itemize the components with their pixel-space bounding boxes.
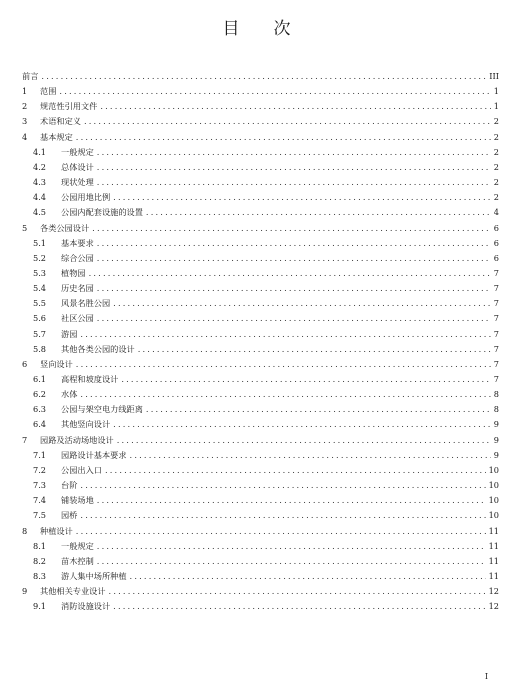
toc-entry-page: 11 xyxy=(488,525,499,536)
toc-entry-label: 铺装场地 xyxy=(61,495,94,506)
toc-entry[interactable] xyxy=(33,266,499,280)
toc-entry-page: 10 xyxy=(488,480,499,491)
toc-entry-label: 前言 xyxy=(22,71,39,81)
toc-entry[interactable] xyxy=(33,554,499,568)
toc-entry-number: 9 xyxy=(22,586,28,597)
toc-entry[interactable] xyxy=(33,387,499,401)
toc-leader-dots xyxy=(100,99,490,113)
toc-leader-dots xyxy=(76,357,491,371)
toc-entry-number: 6 xyxy=(22,358,28,369)
toc-entry-number: 5.5 xyxy=(33,298,47,309)
toc-entry[interactable] xyxy=(33,190,499,204)
toc-entry-page: 2 xyxy=(493,192,499,203)
toc-entry-page: 11 xyxy=(488,570,499,581)
toc-entry-page: 2 xyxy=(493,116,499,127)
toc-entry[interactable] xyxy=(33,205,499,219)
toc-leader-dots xyxy=(97,493,486,507)
toc-entry-label: 园桥 xyxy=(61,510,78,521)
toc-entry-page: 1 xyxy=(493,101,499,112)
toc-entry-label: 公园内配套设施的设置 xyxy=(61,207,143,218)
toc-leader-dots xyxy=(97,539,486,553)
toc-leader-dots xyxy=(97,281,491,295)
toc-entry[interactable] xyxy=(33,417,499,431)
toc-entry[interactable] xyxy=(22,524,499,538)
toc-entry[interactable] xyxy=(22,584,499,598)
toc-entry-label: 消防设施设计 xyxy=(61,601,111,612)
toc-entry[interactable] xyxy=(33,508,499,522)
toc-entry-page: 2 xyxy=(493,131,499,142)
toc-entry-label: 公园用地比例 xyxy=(61,192,111,203)
toc-entry-page: 9 xyxy=(493,419,499,430)
toc-entry-label: 术语和定义 xyxy=(40,116,81,127)
toc-entry[interactable] xyxy=(33,569,499,583)
toc-entry-page: 1 xyxy=(493,86,499,97)
toc-entry-number: 4.3 xyxy=(33,177,47,188)
toc-entry-page: 6 xyxy=(493,237,499,248)
toc-entry-page: 9 xyxy=(493,449,499,460)
toc-entry[interactable] xyxy=(22,433,499,447)
toc-entry-number: 4.5 xyxy=(33,207,47,218)
toc-entry-number: 6.1 xyxy=(33,374,47,384)
toc-entry-number: 3 xyxy=(22,116,28,127)
toc-entry-number: 5 xyxy=(22,222,28,233)
toc-entry[interactable] xyxy=(33,539,499,553)
toc-leader-dots xyxy=(146,205,491,219)
toc-leader-dots xyxy=(97,145,491,159)
toc-entry-page: 8 xyxy=(493,389,499,400)
toc-entry-label: 社区公园 xyxy=(61,313,94,324)
toc-entry[interactable] xyxy=(22,84,499,98)
toc-entry-number: 5.8 xyxy=(33,343,47,354)
toc-entry[interactable] xyxy=(33,599,499,613)
toc-entry[interactable] xyxy=(22,99,499,113)
toc-entry-number: 5.6 xyxy=(33,313,47,324)
toc-entry-number: 8.3 xyxy=(33,570,47,581)
toc-entry-label: 范围 xyxy=(40,86,57,97)
toc-entry-label: 竖向设计 xyxy=(40,358,73,369)
toc-entry[interactable] xyxy=(22,130,499,144)
toc-entry-label: 游人集中场所种植 xyxy=(61,570,127,581)
toc-leader-dots xyxy=(89,266,491,280)
toc-entry[interactable] xyxy=(33,175,499,189)
toc-entry-page: 6 xyxy=(493,222,499,233)
toc-entry[interactable] xyxy=(33,448,499,462)
toc-leader-dots xyxy=(97,236,491,250)
toc-entry-label: 其他竖向设计 xyxy=(61,419,111,430)
toc-entry-label: 各类公园设计 xyxy=(40,222,90,233)
toc-leader-dots xyxy=(76,130,491,144)
toc-entry-page: 9 xyxy=(493,434,499,445)
toc-entry-label: 游园 xyxy=(61,328,78,339)
toc-entry-label: 公园与架空电力线距离 xyxy=(61,404,143,415)
toc-entry-label: 高程和坡度设计 xyxy=(61,374,119,384)
toc-entry[interactable] xyxy=(33,251,499,265)
toc-entry-number: 7.2 xyxy=(33,464,47,475)
toc-leader-dots xyxy=(80,327,490,341)
toc-entry[interactable] xyxy=(33,236,499,250)
toc-entry-page: 2 xyxy=(493,146,499,157)
toc-entry-label: 其他各类公园的设计 xyxy=(61,343,135,354)
toc-entry-number: 5.4 xyxy=(33,283,47,294)
toc-entry-label: 园路及活动场地设计 xyxy=(40,434,114,445)
toc-entry-page: 7 xyxy=(493,343,499,354)
toc-entry[interactable] xyxy=(22,69,499,83)
toc-leader-dots xyxy=(59,84,490,98)
toc-entry-number: 6.2 xyxy=(33,389,47,400)
toc-entry-number: 4.2 xyxy=(33,161,47,172)
toc-entry-number: 9.1 xyxy=(33,601,47,612)
toc-entry-number: 8 xyxy=(22,525,28,536)
toc-entry-number: 1 xyxy=(22,86,28,97)
toc-entry[interactable] xyxy=(33,478,499,492)
toc-entry-page: 7 xyxy=(493,358,499,369)
toc-entry-label: 一般规定 xyxy=(61,540,94,551)
toc-entry-label: 综合公园 xyxy=(61,252,94,263)
toc-leader-dots xyxy=(105,463,486,477)
toc-leader-dots xyxy=(97,160,491,174)
toc-entry-page: 12 xyxy=(488,586,499,597)
toc-entry[interactable] xyxy=(33,160,499,174)
toc-entry-page: 7 xyxy=(493,328,499,339)
toc-entry[interactable] xyxy=(33,327,499,341)
toc-entry-page: 7 xyxy=(493,374,499,384)
toc-entry-number: 5.2 xyxy=(33,252,47,263)
toc-entry-page: 7 xyxy=(493,313,499,324)
toc-entry-page: 8 xyxy=(493,404,499,415)
toc-entry-page: 7 xyxy=(493,267,499,278)
toc-leader-dots xyxy=(113,190,491,204)
toc-entry-label: 历史名园 xyxy=(61,283,94,294)
toc-entry[interactable] xyxy=(33,296,499,310)
toc-entry-page: 6 xyxy=(493,252,499,263)
toc-leader-dots xyxy=(113,296,491,310)
toc-entry[interactable] xyxy=(33,281,499,295)
toc-entry-label: 种植设计 xyxy=(40,525,73,536)
title-char-2: 次 xyxy=(273,19,291,39)
toc-entry-number: 5.7 xyxy=(33,328,47,339)
toc-leader-dots xyxy=(84,114,491,128)
toc-entry-label: 水体 xyxy=(61,389,78,400)
toc-entry-number: 7.4 xyxy=(33,495,47,506)
toc-entry-label: 总体设计 xyxy=(61,161,94,172)
toc-entry-number: 2 xyxy=(22,101,28,112)
toc-entry-label: 基本规定 xyxy=(40,131,73,142)
toc-leader-dots xyxy=(130,448,491,462)
toc-leader-dots xyxy=(117,433,491,447)
toc-entry-label: 园路设计基本要求 xyxy=(61,449,127,460)
toc-leader-dots xyxy=(130,569,486,583)
toc-entry-number: 6.4 xyxy=(33,419,47,430)
toc-entry-number: 7.5 xyxy=(33,510,47,521)
toc-entry[interactable] xyxy=(22,114,499,128)
toc-entry[interactable] xyxy=(22,357,499,371)
toc-leader-dots xyxy=(41,69,486,83)
toc-leader-dots xyxy=(97,311,491,325)
toc-entry-number: 7.3 xyxy=(33,480,47,491)
toc-entry-label: 基本要求 xyxy=(61,237,94,248)
toc-entry-label: 公园出入口 xyxy=(61,464,102,475)
toc-leader-dots xyxy=(97,251,491,265)
toc-leader-dots xyxy=(97,175,491,189)
toc-entry-number: 7 xyxy=(22,434,28,445)
page-title xyxy=(0,14,513,39)
toc-leader-dots xyxy=(76,524,486,538)
toc-entry-number: 4.1 xyxy=(33,146,47,157)
toc-leader-dots xyxy=(121,372,490,386)
toc-leader-dots xyxy=(146,402,491,416)
toc-entry-page: III xyxy=(489,71,499,81)
toc-entry-number: 6.3 xyxy=(33,404,47,415)
toc-entry-label: 苗木控制 xyxy=(61,555,94,566)
toc-leader-dots xyxy=(80,478,485,492)
toc-entry[interactable] xyxy=(33,311,499,325)
toc-entry-page: 10 xyxy=(488,510,499,521)
toc-leader-dots xyxy=(97,554,486,568)
toc-entry-page: 7 xyxy=(493,283,499,294)
toc-leader-dots xyxy=(113,417,491,431)
toc-entry-number: 5.3 xyxy=(33,267,47,278)
toc-entry[interactable] xyxy=(33,145,499,159)
toc-entry-number: 7.1 xyxy=(33,449,47,460)
toc-entry-label: 一般规定 xyxy=(61,146,94,157)
toc-leader-dots xyxy=(92,221,491,235)
toc-leader-dots xyxy=(109,584,486,598)
toc-entry[interactable] xyxy=(33,372,499,386)
toc-entry-label: 规范性引用文件 xyxy=(40,101,98,112)
toc-entry-page: 7 xyxy=(493,298,499,309)
toc-entry-page: 10 xyxy=(488,495,499,506)
title-char-1: 目 xyxy=(222,19,240,39)
toc-entry[interactable] xyxy=(33,493,499,507)
toc-entry[interactable] xyxy=(33,342,499,356)
toc-entry-number: 4 xyxy=(22,131,28,142)
toc-entry-page: 12 xyxy=(488,601,499,612)
toc-leader-dots xyxy=(113,599,485,613)
toc-leader-dots xyxy=(80,508,485,522)
toc-entry-label: 台阶 xyxy=(61,480,78,491)
toc-entry-label: 风景名胜公园 xyxy=(61,298,111,309)
toc-entry[interactable] xyxy=(33,402,499,416)
toc-entry-page: 10 xyxy=(488,464,499,475)
toc-entry-page: 4 xyxy=(493,207,499,218)
footer-page-number: I xyxy=(484,672,488,681)
toc-entry[interactable] xyxy=(33,463,499,477)
toc-entry-page: 11 xyxy=(488,540,499,551)
toc-entry-number: 5.1 xyxy=(33,237,47,248)
toc-entry-label: 其他相关专业设计 xyxy=(40,586,106,597)
toc-leader-dots xyxy=(80,387,490,401)
toc-entry-label: 植物园 xyxy=(61,267,86,278)
toc-entry[interactable] xyxy=(22,221,499,235)
toc-entry-number: 8.2 xyxy=(33,555,47,566)
toc-leader-dots xyxy=(138,342,491,356)
toc-entry-page: 11 xyxy=(488,555,499,566)
toc-entry-page: 2 xyxy=(493,161,499,172)
toc-entry-number: 4.4 xyxy=(33,192,47,203)
toc-entry-page: 2 xyxy=(493,177,499,188)
toc-entry-number: 8.1 xyxy=(33,540,47,551)
toc-entry-label: 现状处理 xyxy=(61,177,94,188)
